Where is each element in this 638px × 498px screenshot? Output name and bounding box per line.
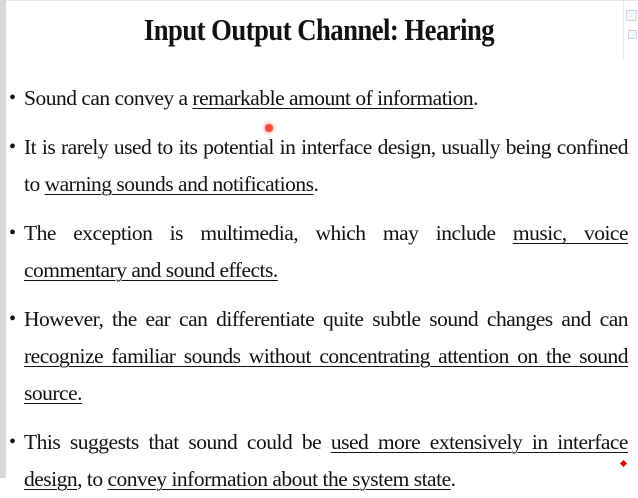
bullet-5	[8, 424, 628, 498]
bullet-1-underlined-text: remarkable amount of information	[192, 86, 474, 110]
bullet-3	[8, 215, 628, 289]
bullet-2-underlined-text: warning sounds and notifications	[44, 172, 314, 196]
bullet-3-text-a: The exception is multimedia, which may include	[24, 221, 513, 245]
bullet-2-text-a: It is rarely used to its potential in interface design, usually being confined to	[24, 135, 628, 196]
bullet-dot-icon: •	[9, 431, 16, 453]
bullet-4	[8, 301, 628, 412]
bullet-dot-icon: •	[9, 222, 16, 244]
slide-title: Input Output Channel: Hearing	[143, 12, 495, 47]
corner-decoration	[623, 0, 638, 60]
bullet-4-underlined-text: recognize familiar sounds without concentrating attention on the sound source.	[24, 344, 628, 405]
slide-top-line	[6, 0, 638, 1]
bullet-2-text-b: .	[313, 172, 319, 196]
bullet-5-text-a: This suggests that sound could be	[24, 430, 331, 454]
bullet-1-text-a: Sound can convey a	[24, 86, 193, 110]
bullet-dot-icon: •	[9, 87, 16, 109]
bullet-5-underlined-text-a: used more extensively in interface design	[24, 430, 628, 491]
bullet-2	[8, 129, 628, 203]
bullet-dot-icon: •	[9, 136, 16, 158]
bullet-5-text-c: .	[450, 467, 456, 491]
laser-pointer-icon	[265, 124, 273, 132]
bullet-5-underlined-text-b: convey information about the system state	[107, 467, 451, 491]
slide-left-border	[0, 0, 6, 478]
bullet-1-text-b: .	[473, 86, 479, 110]
bullet-3-underlined-text: music, voice commentary and sound effects.	[24, 221, 629, 282]
bullet-1	[8, 80, 628, 117]
bullet-4-text-a: However, the ear can differentiate quite subtle sound changes and can	[24, 307, 628, 331]
bullet-list	[8, 80, 628, 498]
bullet-5-text-b: , to	[77, 467, 108, 491]
bullet-dot-icon: •	[9, 308, 16, 330]
